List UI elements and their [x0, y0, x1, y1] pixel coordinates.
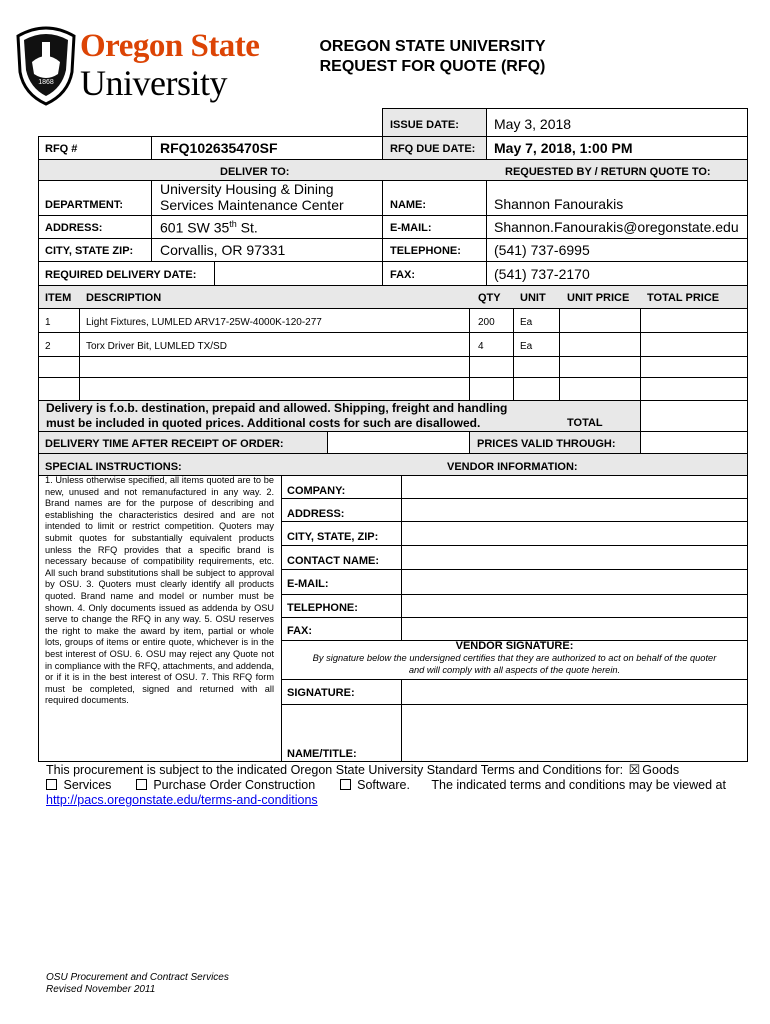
document-title — [290, 37, 575, 77]
row2-total-price-field[interactable] — [641, 333, 747, 356]
special-instructions-header: SPECIAL INSTRUCTIONS: — [45, 461, 182, 473]
title-line-2: REQUEST FOR QUOTE (RFQ) — [319, 58, 546, 75]
col-unit: UNIT — [520, 292, 546, 304]
vendor-email-label: E-MAIL: — [287, 578, 329, 590]
due-date-value: May 7, 2018, 1:00 PM — [494, 140, 633, 156]
email-label: E-MAIL: — [390, 222, 432, 234]
name-label: NAME: — [390, 199, 427, 211]
terms-link[interactable]: http://pacs.oregonstate.edu/terms-and-conditions — [46, 793, 318, 807]
due-date-label: RFQ DUE DATE: — [390, 143, 476, 155]
fax-value: (541) 737-2170 — [494, 266, 590, 282]
vendor-address-field[interactable] — [402, 499, 747, 521]
vendor-fax-field[interactable] — [402, 618, 747, 640]
vendor-email-field[interactable] — [402, 570, 747, 594]
purchase-order-construction-checkbox[interactable] — [136, 779, 147, 790]
software-label: Software. — [357, 778, 410, 792]
department-line-2: Services Maintenance Center — [160, 197, 344, 213]
terms-lead: This procurement is subject to the indicated Oregon State University Standard Terms and Conditions for: — [46, 763, 624, 777]
vendor-city-label: CITY, STATE, ZIP: — [287, 531, 379, 543]
rfq-number-label: RFQ # — [45, 143, 78, 155]
department-label: DEPARTMENT: — [45, 199, 124, 211]
terms-paragraph — [46, 763, 726, 808]
special-instructions-text: 1. Unless otherwise specified, all items quoted are to be new, unused and not remanufactured in any way. 2. Brand names are for the purpose of describing and establishing the characteristics desired and are not intended to limit or restrict competition. Quoters may submit quotes for substantially equivalent products unless the RFQ provides that a specific brand is necessary because of compatibility requirements, etc. All such brand substitutions shall be subject to approval by OSU. 3. Quoters must clearly identify all products quoted. Brand name and model or number must be shown. 4. Only documents issued as addenda by OSU serve to change the RFQ in any way. 5. OSU reserves the right to make the award by item, partial or whole lots, groups of items or entire quote, whichever is in the best interest of OSU. 6. OSU may reject any Quote not in compliance with the RFQ, attachments, and addenda, or if it is in the best interest of OSU. 7. This RFQ form must be completed, signed and returned with all required documents. — [45, 475, 274, 706]
prices-valid-label: PRICES VALID THROUGH: — [477, 438, 616, 450]
address-label: ADDRESS: — [45, 222, 103, 234]
vendor-city-field[interactable] — [402, 522, 747, 545]
signature-label: SIGNATURE: — [287, 687, 355, 699]
delivery-time-field[interactable] — [328, 432, 469, 453]
city-label: CITY, STATE ZIP: — [45, 245, 134, 257]
row2-item: 2 — [45, 341, 51, 352]
vendor-information-header: VENDOR INFORMATION: — [447, 461, 578, 473]
vendor-address-label: ADDRESS: — [287, 508, 345, 520]
osu-seal-icon — [12, 22, 80, 106]
signature-field[interactable] — [402, 680, 747, 704]
vendor-signature-note — [282, 653, 747, 676]
required-delivery-date-field[interactable] — [215, 262, 382, 285]
vendor-company-field[interactable] — [402, 476, 747, 498]
osu-logo — [12, 20, 267, 110]
signature-note-line-2: and will comply with all aspects of the quote herein. — [408, 664, 621, 675]
row2-description: Torx Driver Bit, LUMLED TX/SD — [86, 341, 227, 352]
services-label: Services — [63, 778, 112, 792]
vendor-company-label: COMPANY: — [287, 485, 346, 497]
row1-unit: Ea — [520, 317, 533, 328]
goods-checkbox[interactable]: ☒ — [628, 762, 641, 777]
address-value — [160, 219, 258, 236]
col-qty: QTY — [478, 292, 501, 304]
row1-qty: 200 — [478, 317, 495, 328]
address-end: St. — [236, 219, 258, 236]
fax-label: FAX: — [390, 269, 416, 281]
prices-valid-field[interactable] — [641, 432, 747, 453]
name-title-field[interactable] — [402, 705, 747, 761]
row2-qty: 4 — [478, 341, 484, 352]
delivery-note — [46, 401, 507, 430]
vendor-telephone-field[interactable] — [402, 595, 747, 617]
terms-line-1 — [46, 763, 726, 778]
col-description: DESCRIPTION — [86, 292, 162, 304]
vendor-signature-header: VENDOR SIGNATURE: — [455, 640, 574, 652]
footer — [46, 972, 229, 996]
row1-description: Light Fixtures, LUMLED ARV17-25W-4000K-120-277 — [86, 317, 322, 328]
email-value: Shannon.Fanourakis@oregonstate.edu — [494, 219, 739, 235]
row1-total-price-field[interactable] — [641, 309, 747, 332]
logo-oregon-state: Oregon State — [80, 28, 260, 64]
footer-line-1: OSU Procurement and Contract Services — [46, 972, 229, 983]
issue-date-value: May 3, 2018 — [494, 116, 572, 132]
vendor-fax-label: FAX: — [287, 625, 313, 637]
vendor-contact-field[interactable] — [402, 546, 747, 569]
terms-line-2 — [46, 778, 726, 793]
delivery-note-line-1: Delivery is f.o.b. destination, prepaid and allowed. Shipping, freight and handling — [46, 401, 508, 415]
department-line-1: University Housing & Dining — [160, 181, 334, 197]
address-suffix: th — [229, 219, 237, 229]
signature-note-line-1: By signature below the undersigned certifies that they are authorized to act on behalf of the quoter — [312, 653, 717, 663]
name-title-label: NAME/TITLE: — [287, 748, 357, 760]
address-street: 601 SW 35 — [160, 219, 230, 236]
telephone-label: TELEPHONE: — [390, 245, 461, 257]
row2-unit-price-field[interactable] — [560, 333, 640, 356]
requested-by-header: REQUESTED BY / RETURN QUOTE TO: — [505, 166, 711, 178]
row2-unit: Ea — [520, 341, 533, 352]
goods-label: Goods — [642, 763, 680, 777]
name-value: Shannon Fanourakis — [494, 196, 624, 212]
purchase-order-construction-label: Purchase Order Construction — [153, 778, 316, 792]
required-delivery-date-label: REQUIRED DELIVERY DATE: — [45, 269, 197, 281]
delivery-note-line-2: must be included in quoted prices. Additional costs for such are disallowed. — [46, 415, 481, 430]
vendor-contact-label: CONTACT NAME: — [287, 555, 380, 567]
department-value — [160, 181, 344, 213]
vendor-telephone-label: TELEPHONE: — [287, 602, 358, 614]
total-field[interactable] — [641, 401, 747, 431]
title-line-1: OREGON STATE UNIVERSITY — [319, 38, 546, 55]
issue-date-label: ISSUE DATE: — [390, 119, 459, 131]
terms-tail: The indicated terms and conditions may be viewed at — [431, 778, 726, 792]
city-value: Corvallis, OR 97331 — [160, 242, 286, 258]
row1-item: 1 — [45, 317, 51, 328]
services-checkbox[interactable] — [46, 779, 57, 790]
row1-unit-price-field[interactable] — [560, 309, 640, 332]
deliver-to-header: DELIVER TO: — [220, 166, 290, 178]
seal-year: 1868 — [38, 79, 54, 86]
total-label: TOTAL — [567, 417, 603, 429]
col-unit-price: UNIT PRICE — [567, 292, 630, 304]
footer-line-2: Revised November 2011 — [46, 984, 156, 995]
logo-university: University — [80, 63, 227, 103]
rfq-number-value: RFQ102635470SF — [160, 140, 278, 156]
telephone-value: (541) 737-6995 — [494, 242, 590, 258]
delivery-time-label: DELIVERY TIME AFTER RECEIPT OF ORDER: — [45, 438, 284, 450]
col-item: ITEM — [45, 292, 72, 304]
col-total-price: TOTAL PRICE — [647, 292, 720, 304]
software-checkbox[interactable] — [340, 779, 351, 790]
